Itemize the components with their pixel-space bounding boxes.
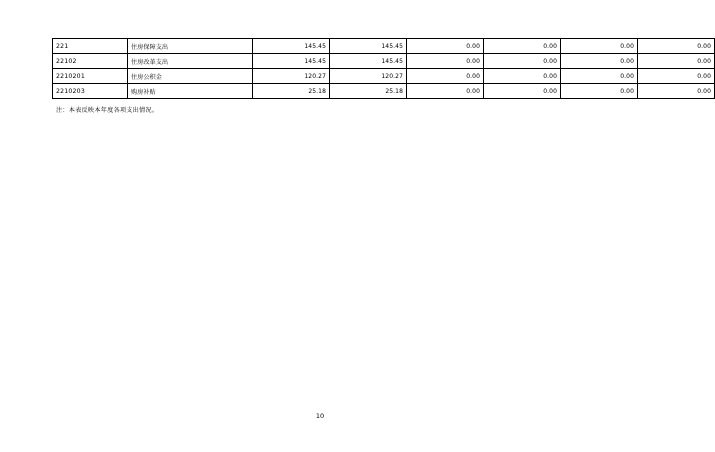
row-value: 0.00 bbox=[561, 39, 638, 54]
row-value: 145.45 bbox=[330, 39, 407, 54]
row-code: 22102 bbox=[53, 54, 128, 69]
table-row bbox=[53, 39, 715, 54]
row-value: 0.00 bbox=[561, 69, 638, 84]
row-code: 221 bbox=[53, 39, 128, 54]
row-value: 120.27 bbox=[253, 69, 330, 84]
row-value: 0.00 bbox=[561, 84, 638, 99]
table-row bbox=[53, 69, 715, 84]
budget-table-body bbox=[53, 39, 715, 99]
row-value: 145.45 bbox=[253, 54, 330, 69]
table-row bbox=[53, 54, 715, 69]
row-value: 25.18 bbox=[330, 84, 407, 99]
row-name: 住房保障支出 bbox=[128, 39, 253, 54]
row-value: 0.00 bbox=[638, 39, 715, 54]
row-name: 住房公积金 bbox=[128, 69, 253, 84]
row-name: 购房补贴 bbox=[128, 84, 253, 99]
row-value: 0.00 bbox=[407, 69, 484, 84]
row-value: 0.00 bbox=[407, 54, 484, 69]
row-value: 0.00 bbox=[407, 84, 484, 99]
row-value: 0.00 bbox=[407, 39, 484, 54]
table-row bbox=[53, 84, 715, 99]
row-code: 2210203 bbox=[53, 84, 128, 99]
row-value: 145.45 bbox=[330, 54, 407, 69]
row-name: 住房改革支出 bbox=[128, 54, 253, 69]
table-footnote: 注：本表反映本年度各项支出情况。 bbox=[56, 107, 159, 114]
page-number: 10 bbox=[315, 412, 325, 420]
budget-table-container bbox=[52, 38, 711, 99]
row-value: 0.00 bbox=[484, 39, 561, 54]
row-value: 0.00 bbox=[638, 69, 715, 84]
row-value: 0.00 bbox=[484, 54, 561, 69]
row-value: 0.00 bbox=[638, 84, 715, 99]
row-value: 0.00 bbox=[561, 54, 638, 69]
row-value: 145.45 bbox=[253, 39, 330, 54]
row-value: 0.00 bbox=[484, 69, 561, 84]
row-value: 120.27 bbox=[330, 69, 407, 84]
row-value: 0.00 bbox=[638, 54, 715, 69]
row-value: 0.00 bbox=[484, 84, 561, 99]
row-code: 2210201 bbox=[53, 69, 128, 84]
row-value: 25.18 bbox=[253, 84, 330, 99]
budget-table bbox=[52, 38, 715, 99]
